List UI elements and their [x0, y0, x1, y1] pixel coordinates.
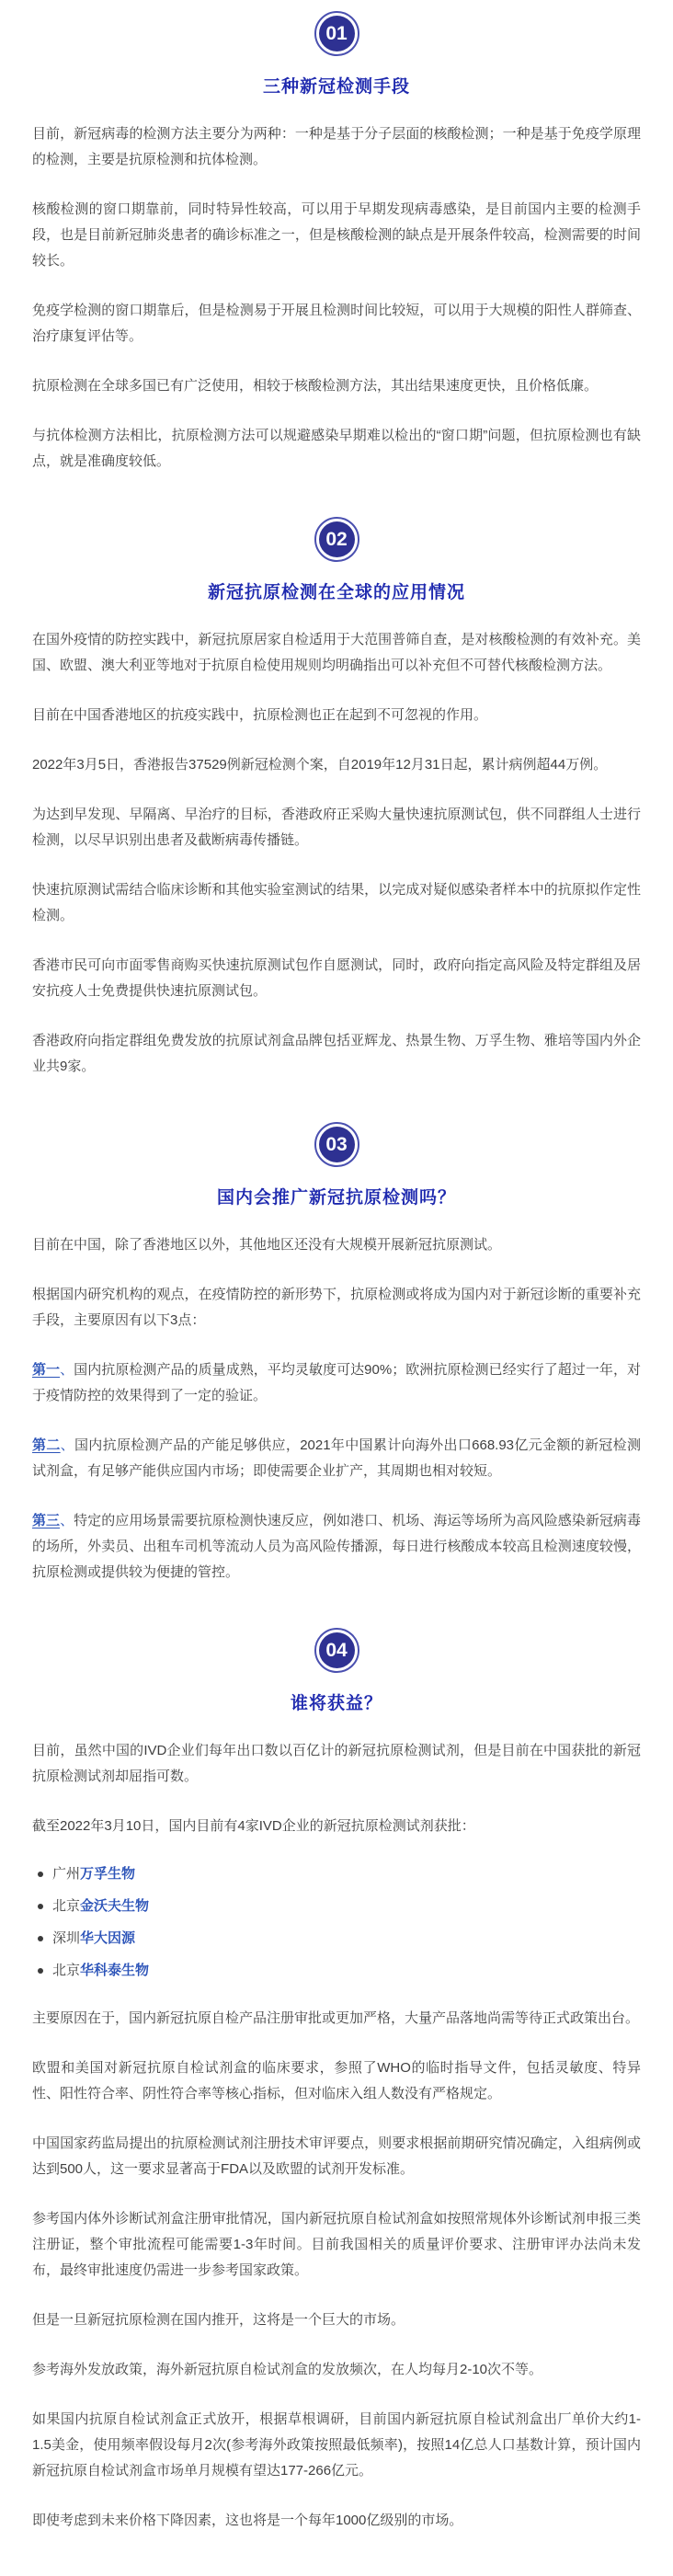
list-item [32, 1960, 641, 1982]
paragraph: 在国外疫情的防控实践中，新冠抗原居家自检适用于大范围普筛自查，是对核酸检测的有效补充。美国、欧盟、澳大利亚等地对于抗原自检使用规则均明确指出可以补充但不可替代核酸检测方法。 [32, 632, 641, 673]
section-01-header [32, 11, 641, 97]
point-separator: 、 [60, 1437, 74, 1453]
section-04-title: 谁将获益？ [290, 1694, 382, 1713]
company-name: 金沃夫生物 [80, 1898, 150, 1914]
point-lead: 第一 [32, 1362, 61, 1378]
paragraph: 即使考虑到未来价格下降因素，这也将是一个每年1000亿级别的市场。 [32, 2513, 463, 2528]
paragraph: 目前，虽然中国的IVD企业们每年出口数以百亿计的新冠抗原检测试剂，但是目前在中国获批的新冠抗原检测试剂却屈指可数。 [32, 1743, 641, 1784]
paragraph: 目前在中国，除了香港地区以外，其他地区还没有大规模开展新冠抗原测试。 [32, 1237, 502, 1253]
paragraph: 为达到早发现、早隔离、早治疗的目标，香港政府正采购大量快速抗原测试包，供不同群组人士进行检测，以尽早识别出患者及截断病毒传播链。 [32, 807, 641, 848]
point-lead: 第三 [32, 1513, 61, 1528]
point-text: 国内抗原检测产品的产能足够供应，2021年中国累计向海外出口668.93亿元金额的新冠检测试剂盒，有足够产能供应国内市场；即使需要企业扩产，其周期也相对较短。 [32, 1437, 641, 1479]
section-03-title: 国内会推广新冠抗原检测吗？ [216, 1188, 456, 1208]
bullet-icon [38, 1904, 43, 1909]
section-04 [32, 1628, 641, 2534]
approved-company-list [32, 1863, 641, 1982]
paragraph: 但是一旦新冠抗原检测在国内推开，这将是一个巨大的市场。 [32, 2312, 405, 2328]
paragraph: 香港政府向指定群组免费发放的抗原试剂盒品牌包括亚辉龙、热景生物、万孚生物、雅培等国内外企业共9家。 [32, 1033, 641, 1074]
section-04-header [32, 1628, 641, 1714]
paragraph: 参考海外发放政策，海外新冠抗原自检试剂盒的发放频次，在人均每月2-10次不等。 [32, 2362, 543, 2377]
section-04-number: 04 [319, 1632, 355, 1668]
paragraph: 2022年3月5日，香港报告37529例新冠检测个案，自2019年12月31日起，累计病例超44万例。 [32, 757, 608, 773]
bullet-icon [38, 1936, 43, 1941]
paragraph: 主要原因在于，国内新冠抗原自检产品注册审批或更加严格，大量产品落地尚需等待正式政策出台。 [32, 2010, 640, 2026]
section-03-number: 03 [319, 1127, 355, 1162]
section-01-title: 三种新冠检测手段 [262, 77, 410, 97]
section-01-number: 01 [319, 16, 355, 52]
paragraph: 目前在中国香港地区的抗疫实践中，抗原检测也正在起到不可忽视的作用。 [32, 707, 488, 723]
paragraph: 中国国家药监局提出的抗原检测试剂注册技术审评要点，则要求根据前期研究情况确定，入组病例或达到500人，这一要求显著高于FDA以及欧盟的试剂开发标准。 [32, 2135, 641, 2177]
section-02 [32, 517, 641, 1080]
point-paragraph-2 [32, 1433, 641, 1484]
list-item [32, 1863, 641, 1885]
company-name: 华大因源 [80, 1930, 136, 1946]
paragraph: 免疫学检测的窗口期靠后，但是检测易于开展且检测时间比较短，可以用于大规模的阳性人群筛查、治疗康复评估等。 [32, 303, 641, 344]
point-text: 特定的应用场景需要抗原检测快速反应，例如港口、机场、海运等场所为高风险感染新冠病毒的场所，外卖员、出租车司机等流动人员为高风险传播源，每日进行核酸成本较高且检测速度较慢，抗原检测或提供较为便捷的管控。 [32, 1513, 641, 1580]
company-name: 华科泰生物 [80, 1963, 150, 1978]
company-city: 北京 [52, 1898, 81, 1914]
section-02-title: 新冠抗原检测在全球的应用情况 [207, 583, 465, 602]
section-02-number: 02 [319, 521, 355, 557]
list-item [32, 1928, 641, 1950]
paragraph: 抗原检测在全球多国已有广泛使用，相较于核酸检测方法，其出结果速度更快，且价格低廉。 [32, 378, 599, 394]
point-paragraph-3 [32, 1508, 641, 1586]
section-03-number-badge [314, 1122, 359, 1167]
point-paragraph-1 [32, 1357, 641, 1409]
point-text: 国内抗原检测产品的质量成熟，平均灵敏度可达90%；欧洲抗原检测已经实行了超过一年，对于疫情防控的效果得到了一定的验证。 [32, 1362, 641, 1403]
point-lead: 第二 [32, 1437, 61, 1453]
paragraph: 参考国内体外诊断试剂盒注册审批情况，国内新冠抗原自检试剂盒如按照常规体外诊断试剂申报三类注册证，整个审批流程可能需要1-3年时间。目前我国相关的质量评价要求、注册审评办法尚未发布，最终审批速度仍需进一步参考国家政策。 [32, 2211, 641, 2278]
point-separator: 、 [60, 1362, 74, 1378]
paragraph: 香港市民可向市面零售商购买快速抗原测试包作自愿测试，同时，政府向指定高风险及特定群组及居安抗疫人士免费提供快速抗原测试包。 [32, 957, 641, 999]
section-01-number-badge [314, 11, 359, 56]
paragraph: 欧盟和美国对新冠抗原自检试剂盒的临床要求，参照了WHO的临时指导文件，包括灵敏度、特异性、阳性符合率、阴性符合率等核心指标，但对临床入组人数没有严格规定。 [32, 2060, 641, 2101]
paragraph: 目前，新冠病毒的检测方法主要分为两种：一种是基于分子层面的核酸检测；一种是基于免疫学原理的检测，主要是抗原检测和抗体检测。 [32, 126, 641, 167]
section-02-header [32, 517, 641, 603]
list-item [32, 1895, 641, 1918]
paragraph: 截至2022年3月10日，国内目前有4家IVD企业的新冠抗原检测试剂获批： [32, 1818, 475, 1834]
section-03-header [32, 1122, 641, 1208]
company-name: 万孚生物 [80, 1866, 136, 1882]
paragraph: 快速抗原测试需结合临床诊断和其他实验室测试的结果，以完成对疑似感染者样本中的抗原拟作定性检测。 [32, 882, 641, 923]
company-city: 深圳 [52, 1930, 81, 1946]
point-separator: 、 [60, 1513, 74, 1528]
paragraph: 根据国内研究机构的观点，在疫情防控的新形势下，抗原检测或将成为国内对于新冠诊断的重要补充手段，主要原因有以下3点： [32, 1287, 641, 1328]
paragraph: 核酸检测的窗口期靠前，同时特异性较高，可以用于早期发现病毒感染，是目前国内主要的检测手段，也是目前新冠肺炎患者的确诊标准之一，但是核酸检测的缺点是开展条件较高，检测需要的时间较长。 [32, 201, 641, 269]
section-02-number-badge [314, 517, 359, 562]
section-03 [32, 1122, 641, 1586]
paragraph: 与抗体检测方法相比，抗原检测方法可以规避感染早期难以检出的“窗口期”问题，但抗原检测也有缺点，就是准确度较低。 [32, 428, 641, 469]
section-01 [32, 11, 641, 475]
company-city: 北京 [52, 1963, 81, 1978]
section-04-number-badge [314, 1628, 359, 1673]
bullet-icon [38, 1872, 43, 1877]
company-city: 广州 [52, 1866, 81, 1882]
bullet-icon [38, 1968, 43, 1974]
paragraph: 如果国内抗原自检试剂盒正式放开，根据草根调研，目前国内新冠抗原自检试剂盒出厂单价大约1-1.5美金，使用频率假设每月2次(参考海外政策按照最低频率)，按照14亿总人口基数计算，预计国内新冠抗原自检试剂盒市场单月规模有望达177-266亿元。 [32, 2411, 641, 2479]
